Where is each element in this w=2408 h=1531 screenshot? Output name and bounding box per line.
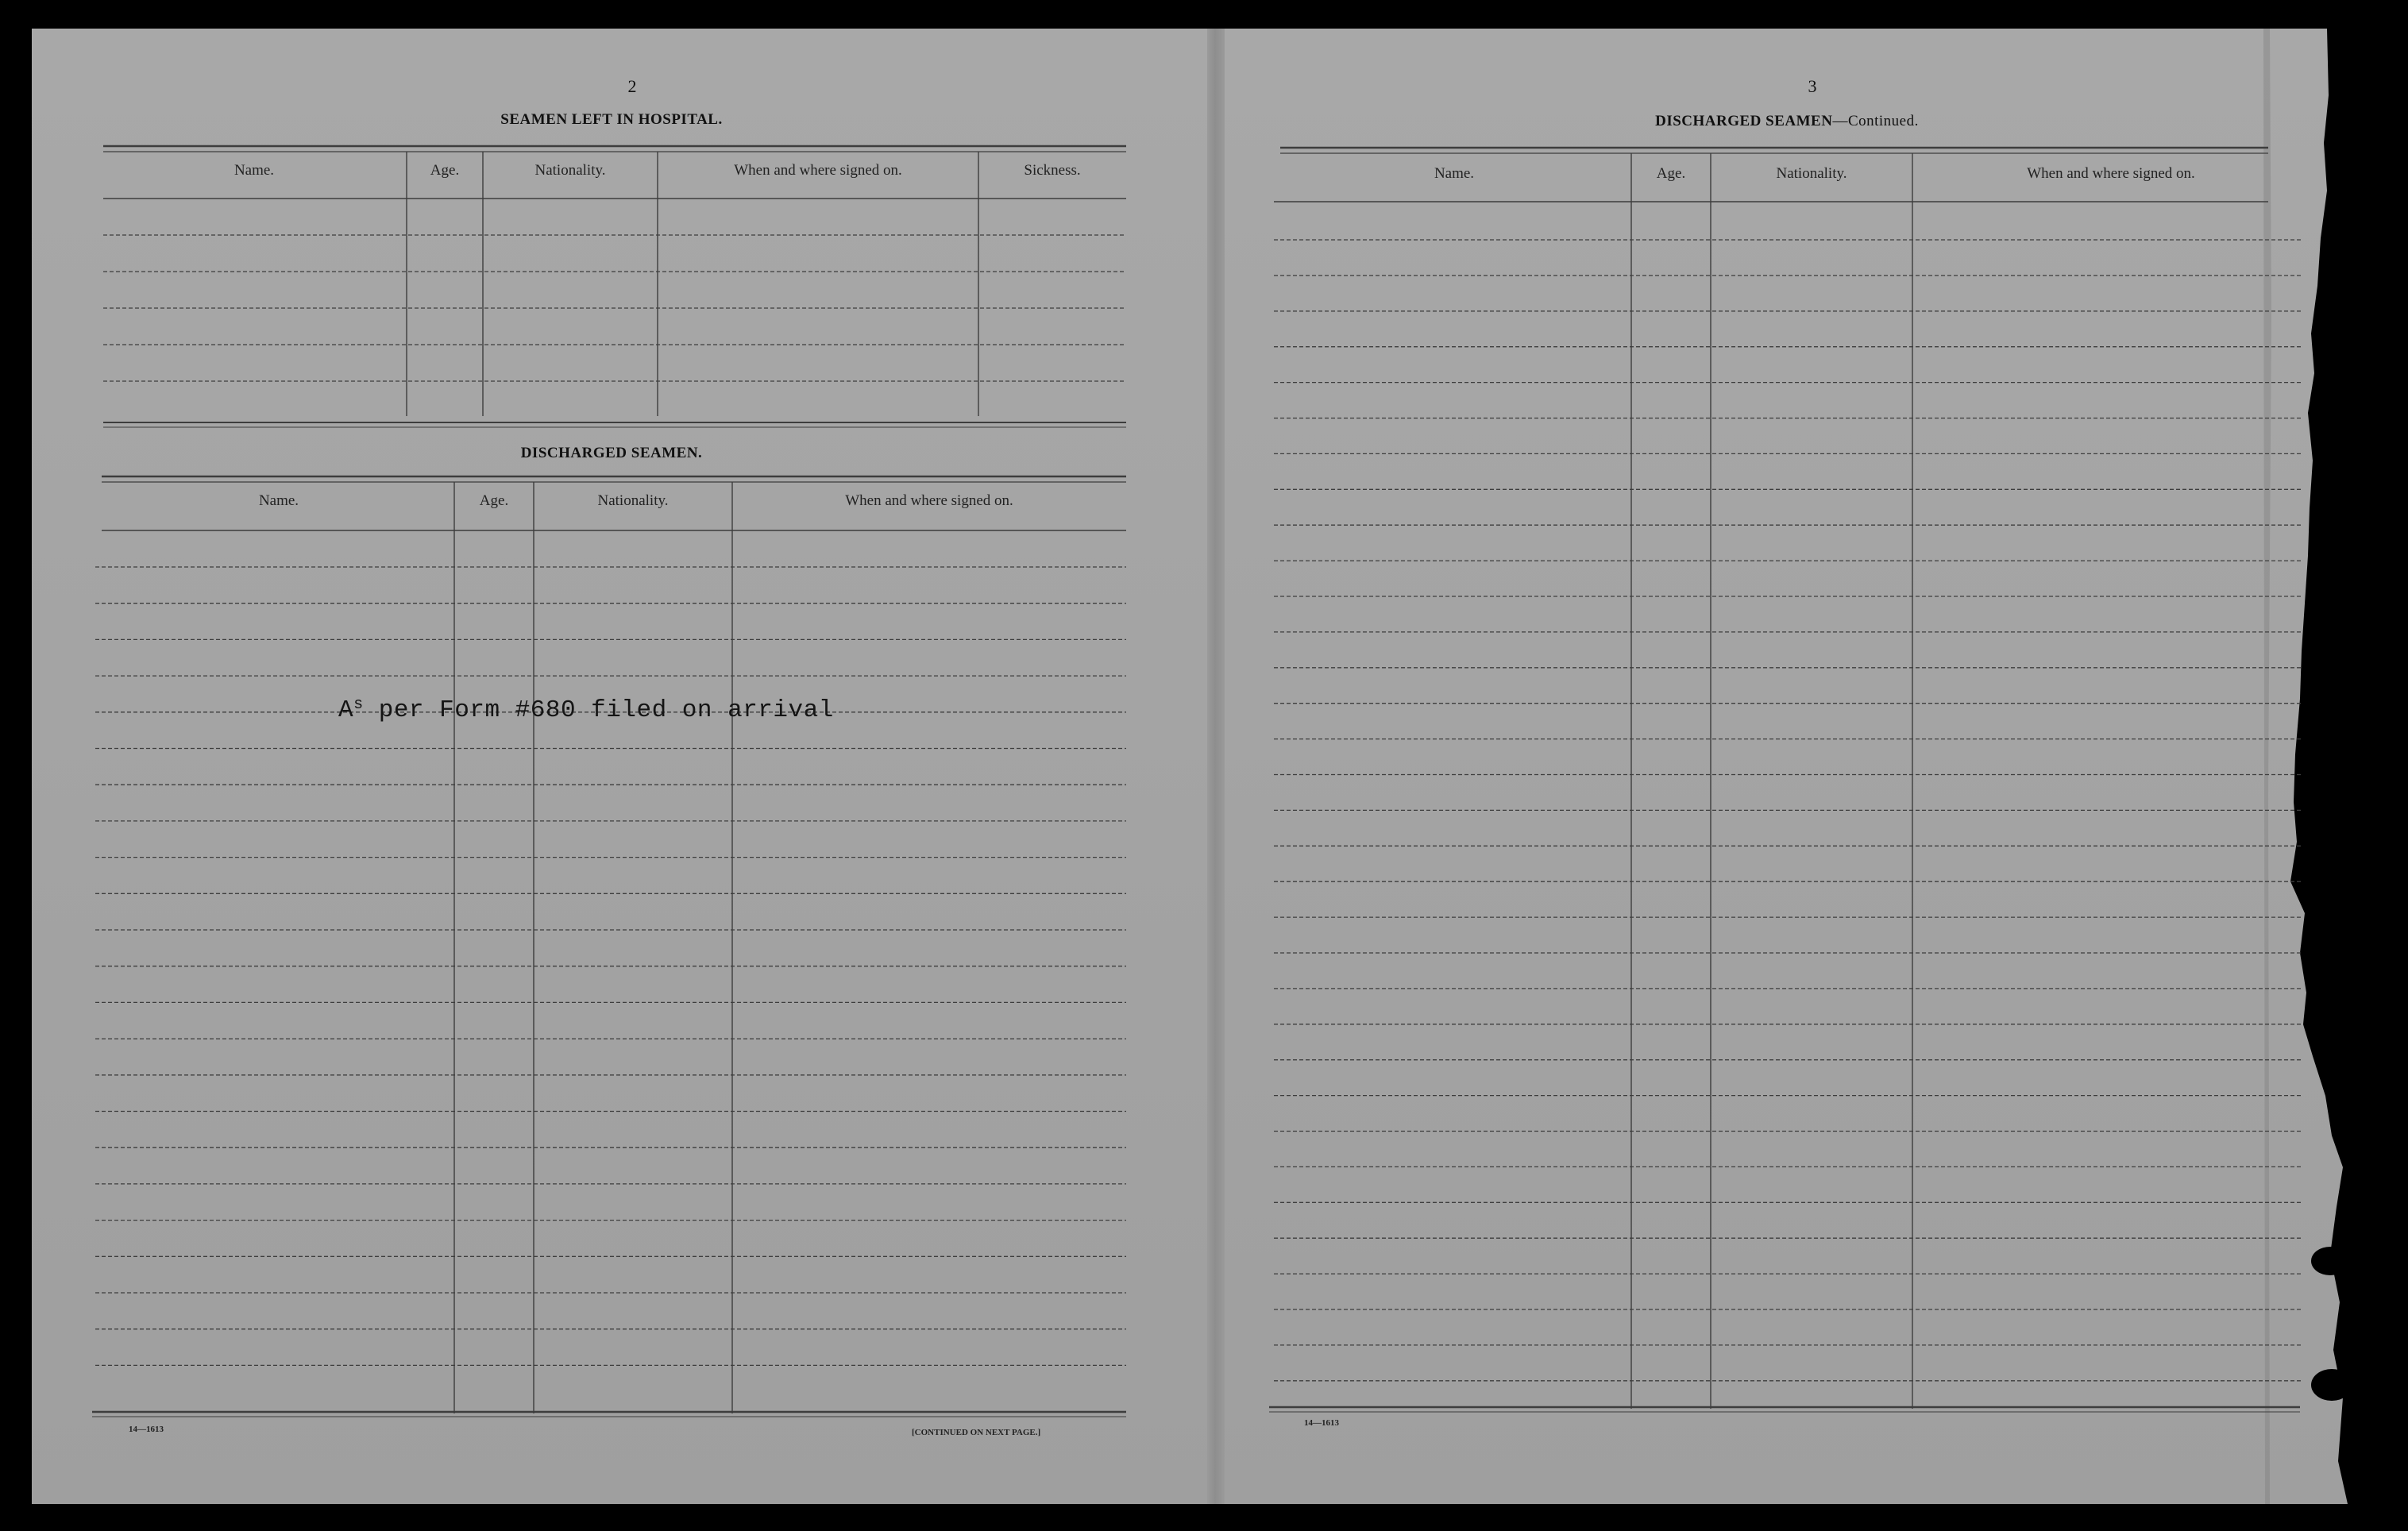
hospital-col-signed-on: When and where signed on. [734,162,902,179]
right-col-nationality: Nationality. [1776,165,1847,182]
discharged-col-age: Age. [479,492,509,509]
page-number-left: 2 [627,76,637,96]
page-number-right: 3 [1808,76,1817,96]
discharged-col-nationality: Nationality. [597,492,669,509]
right-section-title [1596,113,1978,130]
discharged-section-title: DISCHARGED SEAMEN. [520,445,703,461]
typed-entry-superscript: s [353,696,364,714]
discharged-col-signed-on: When and where signed on. [845,492,1013,509]
typed-entry [338,696,834,724]
right-col-name: Name. [1434,165,1475,182]
discharged-col-name: Name. [258,492,299,509]
right-col-age: Age. [1656,165,1686,182]
form-number-right: 14—1613 [1304,1418,1339,1428]
hospital-col-sickness: Sickness. [1024,162,1081,179]
form-number-left: 14—1613 [129,1425,164,1434]
hospital-col-age: Age. [430,162,460,179]
hospital-col-name: Name. [233,162,275,179]
right-col-signed-on: When and where signed on. [2027,165,2195,182]
hospital-col-nationality: Nationality. [534,162,606,179]
typed-entry-prefix: A [338,696,354,724]
continued-note: [CONTINUED ON NEXT PAGE.] [912,1428,1041,1437]
typed-entry-rest: per Form #680 filed on arrival [363,696,834,724]
right-section-title-suffix: —Continued. [1832,113,1919,129]
right-section-title-main: DISCHARGED SEAMEN [1655,113,1833,129]
hospital-section-title: SEAMEN LEFT IN HOSPITAL. [500,111,723,128]
